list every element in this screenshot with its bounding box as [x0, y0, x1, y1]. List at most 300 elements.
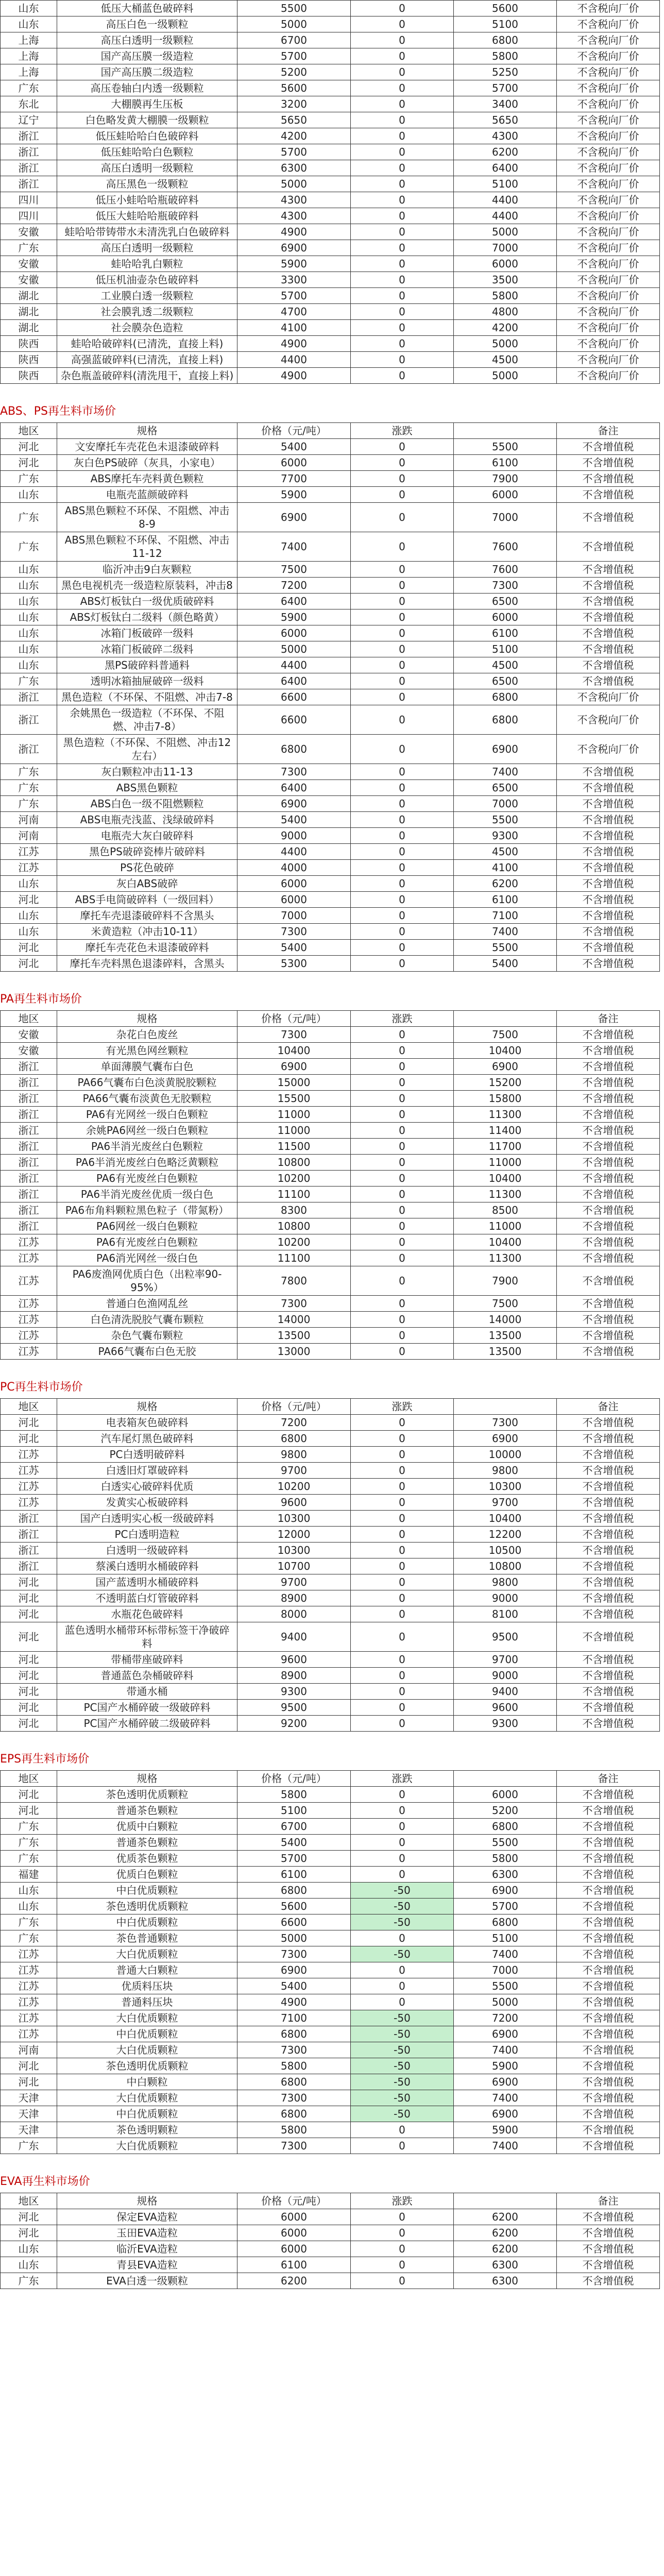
change-cell: 0: [351, 594, 454, 609]
price-low-cell: 12000: [237, 1527, 351, 1543]
region-cell: 浙江: [1, 705, 57, 735]
price-low-cell: 6000: [237, 455, 351, 471]
price-low-cell: 4400: [237, 844, 351, 860]
spec-cell: PA6半消光废丝白色略泛黄颗粒: [57, 1155, 237, 1171]
remark-cell: 不含增值税: [557, 2042, 660, 2058]
spec-cell: ABS电瓶壳浅蓝、浅绿破碎料: [57, 812, 237, 828]
price-high-cell: 9800: [454, 1463, 557, 1479]
spec-cell: 普通料压块: [57, 1994, 237, 2010]
spec-cell: 中白优质颗粒: [57, 2026, 237, 2042]
price-high-cell: 11300: [454, 1250, 557, 1266]
price-low-cell: 6700: [237, 32, 351, 48]
price-table-top: [0, 0, 660, 384]
price-high-cell: 6400: [454, 160, 557, 176]
region-cell: 浙江: [1, 160, 57, 176]
spec-cell: 普通茶色颗粒: [57, 1803, 237, 1819]
region-cell: 广东: [1, 764, 57, 780]
price-low-cell: 4900: [237, 1994, 351, 2010]
price-low-cell: 6400: [237, 673, 351, 689]
remark-cell: 不含增值税: [557, 455, 660, 471]
table-row: [1, 2225, 660, 2241]
change-cell: 0: [351, 16, 454, 32]
price-high-cell: 8100: [454, 1606, 557, 1622]
price-high-cell: 6900: [454, 2106, 557, 2122]
region-cell: 广东: [1, 2138, 57, 2154]
change-cell: 0: [351, 940, 454, 956]
price-low-cell: 7300: [237, 2042, 351, 2058]
price-high-cell: 6300: [454, 1867, 557, 1883]
region-cell: 江苏: [1, 2010, 57, 2026]
price-low-cell: 11100: [237, 1250, 351, 1266]
price-high-cell: 7400: [454, 2090, 557, 2106]
remark-cell: 不含税向厂价: [557, 112, 660, 128]
remark-cell: 不含增值税: [557, 2106, 660, 2122]
price-high-cell: 11000: [454, 1218, 557, 1234]
region-cell: 山东: [1, 657, 57, 673]
change-cell: 0: [351, 1059, 454, 1075]
change-cell: 0: [351, 1684, 454, 1700]
table-row: [1, 625, 660, 641]
change-cell: -50: [351, 2058, 454, 2074]
table-row: [1, 1914, 660, 1930]
price-high-cell: 7300: [454, 578, 557, 594]
remark-cell: 不含增值税: [557, 1344, 660, 1360]
remark-cell: 不含税向厂价: [557, 735, 660, 764]
table-row: [1, 1543, 660, 1558]
region-cell: 江苏: [1, 1328, 57, 1344]
change-cell: 0: [351, 487, 454, 503]
change-cell: 0: [351, 1234, 454, 1250]
spec-cell: 灰白色PS破碎（灰具，小家电）: [57, 455, 237, 471]
price-high-cell: 6000: [454, 609, 557, 625]
table-row: [1, 1962, 660, 1978]
remark-cell: 不含增值税: [557, 1043, 660, 1059]
table-row: [1, 812, 660, 828]
change-cell: 0: [351, 224, 454, 240]
table-row: [1, 2106, 660, 2122]
region-cell: 浙江: [1, 1107, 57, 1123]
column-header: 备注: [557, 1771, 660, 1787]
price-low-cell: 11500: [237, 1139, 351, 1155]
table-row: [1, 1250, 660, 1266]
change-cell: 0: [351, 1962, 454, 1978]
remark-cell: 不含增值税: [557, 1803, 660, 1819]
region-cell: 广东: [1, 532, 57, 562]
spec-cell: PA66气囊布白色无胶: [57, 1344, 237, 1360]
region-cell: 山东: [1, 1899, 57, 1914]
table-row: [1, 96, 660, 112]
table-row: [1, 112, 660, 128]
spec-cell: 中白优质颗粒: [57, 1914, 237, 1930]
spec-cell: 白色清洗脱胶气囊布颗粒: [57, 1312, 237, 1328]
price-high-cell: 4400: [454, 192, 557, 208]
price-high-cell: 11700: [454, 1139, 557, 1155]
price-low-cell: 6800: [237, 1431, 351, 1447]
table-row: [1, 368, 660, 384]
region-cell: 江苏: [1, 1447, 57, 1463]
price-high-cell: 11300: [454, 1107, 557, 1123]
table-row: [1, 1075, 660, 1091]
table-row: [1, 940, 660, 956]
price-high-cell: 11400: [454, 1123, 557, 1139]
change-cell: 0: [351, 1107, 454, 1123]
spec-cell: EVA白透一级颗粒: [57, 2273, 237, 2289]
remark-cell: 不含增值税: [557, 1668, 660, 1684]
price-high-cell: 10400: [454, 1043, 557, 1059]
spec-cell: 低压大蛙哈哈瓶破碎料: [57, 208, 237, 224]
remark-cell: 不含增值税: [557, 1946, 660, 1962]
table-row: [1, 2273, 660, 2289]
price-low-cell: 4900: [237, 336, 351, 352]
price-high-cell: 7300: [454, 1415, 557, 1431]
remark-cell: 不含增值税: [557, 1234, 660, 1250]
price-high-cell: 10400: [454, 1511, 557, 1527]
region-cell: 四川: [1, 192, 57, 208]
price-high-cell: 7600: [454, 562, 557, 578]
price-high-cell: 5250: [454, 64, 557, 80]
table-row: [1, 1447, 660, 1463]
price-low-cell: 6200: [237, 2273, 351, 2289]
price-high-cell: 6800: [454, 1914, 557, 1930]
change-cell: 0: [351, 1930, 454, 1946]
spec-cell: PC白透明破碎料: [57, 1447, 237, 1463]
price-low-cell: 5300: [237, 956, 351, 972]
table-row: [1, 2042, 660, 2058]
spec-cell: ABS手电筒破碎料（一级回料）: [57, 892, 237, 908]
region-cell: 河北: [1, 1415, 57, 1431]
change-cell: 0: [351, 352, 454, 368]
region-cell: 安徽: [1, 256, 57, 272]
section-title-abs: ABS、PS再生料市场价: [0, 405, 116, 418]
column-header: 地区: [1, 1771, 57, 1787]
change-cell: 0: [351, 1590, 454, 1606]
table-row: [1, 860, 660, 876]
price-low-cell: 6800: [237, 735, 351, 764]
price-low-cell: 4000: [237, 860, 351, 876]
change-cell: 0: [351, 304, 454, 320]
region-cell: 山东: [1, 2241, 57, 2257]
price-low-cell: 5800: [237, 2058, 351, 2074]
column-header: 地区: [1, 2193, 57, 2209]
change-cell: 0: [351, 2138, 454, 2154]
price-high-cell: 6900: [454, 2074, 557, 2090]
column-header: 涨跌: [351, 1011, 454, 1027]
table-row: [1, 1139, 660, 1155]
change-cell: 0: [351, 828, 454, 844]
change-cell: 0: [351, 208, 454, 224]
region-cell: 天津: [1, 2106, 57, 2122]
price-high-cell: 10400: [454, 1234, 557, 1250]
region-cell: 浙江: [1, 689, 57, 705]
region-cell: 河南: [1, 828, 57, 844]
region-cell: 东北: [1, 96, 57, 112]
price-high-cell: 6800: [454, 32, 557, 48]
price-high-cell: 5500: [454, 940, 557, 956]
change-cell: 0: [351, 1123, 454, 1139]
price-high-cell: 6300: [454, 2273, 557, 2289]
table-row: [1, 1479, 660, 1495]
region-cell: 江苏: [1, 1234, 57, 1250]
region-cell: 河北: [1, 1590, 57, 1606]
spec-cell: 水瓶花色破碎料: [57, 1606, 237, 1622]
region-cell: 浙江: [1, 1075, 57, 1091]
price-low-cell: 10200: [237, 1479, 351, 1495]
spec-cell: PC白透明造粒: [57, 1527, 237, 1543]
region-cell: 福建: [1, 1867, 57, 1883]
spec-cell: 大棚膜再生压板: [57, 96, 237, 112]
remark-cell: 不含税向厂价: [557, 192, 660, 208]
region-cell: 河北: [1, 1787, 57, 1803]
price-low-cell: 6100: [237, 1867, 351, 1883]
spec-cell: 黑色PS破碎瓷棒片破碎料: [57, 844, 237, 860]
remark-cell: 不含增值税: [557, 1867, 660, 1883]
spec-cell: 临沂冲击9白灰颗粒: [57, 562, 237, 578]
change-cell: 0: [351, 240, 454, 256]
price-low-cell: 6900: [237, 1059, 351, 1075]
price-low-cell: 9700: [237, 1463, 351, 1479]
price-low-cell: 6400: [237, 594, 351, 609]
remark-cell: 不含税向厂价: [557, 368, 660, 384]
change-cell: 0: [351, 1787, 454, 1803]
price-low-cell: 10400: [237, 1043, 351, 1059]
price-high-cell: 14000: [454, 1312, 557, 1328]
price-high-cell: 4100: [454, 860, 557, 876]
remark-cell: 不含增值税: [557, 609, 660, 625]
remark-cell: 不含增值税: [557, 844, 660, 860]
section-title-pc: PC再生料市场价: [0, 1381, 83, 1394]
change-cell: 0: [351, 1606, 454, 1622]
remark-cell: 不含增值税: [557, 2225, 660, 2241]
remark-cell: 不含税向厂价: [557, 689, 660, 705]
price-table-abs: [0, 422, 660, 972]
price-high-cell: 7200: [454, 2010, 557, 2026]
remark-cell: 不含增值税: [557, 1527, 660, 1543]
price-table-eps: [0, 1770, 660, 2154]
remark-cell: 不含增值税: [557, 1415, 660, 1431]
table-row: [1, 1606, 660, 1622]
price-low-cell: 11100: [237, 1187, 351, 1202]
spec-cell: PA6半消光废丝白色颗粒: [57, 1139, 237, 1155]
change-cell: -50: [351, 1899, 454, 1914]
price-high-cell: 10400: [454, 1171, 557, 1187]
spec-cell: 不透明蓝白灯管破碎料: [57, 1590, 237, 1606]
price-low-cell: 5400: [237, 812, 351, 828]
remark-cell: 不含增值税: [557, 1590, 660, 1606]
price-high-cell: 6200: [454, 144, 557, 160]
spec-cell: 蛙哈哈破碎料(已清洗，直接上料): [57, 336, 237, 352]
table-row: [1, 1867, 660, 1883]
table-row: [1, 1344, 660, 1360]
spec-cell: PS花色破碎: [57, 860, 237, 876]
region-cell: 广东: [1, 2273, 57, 2289]
price-low-cell: 5100: [237, 1803, 351, 1819]
change-cell: 0: [351, 1296, 454, 1312]
change-cell: 0: [351, 705, 454, 735]
region-cell: 天津: [1, 2122, 57, 2138]
price-low-cell: 6900: [237, 796, 351, 812]
remark-cell: 不含增值税: [557, 780, 660, 796]
remark-cell: 不含增值税: [557, 876, 660, 892]
column-header: 规格: [57, 1771, 237, 1787]
remark-cell: 不含增值税: [557, 1171, 660, 1187]
table-row: [1, 1234, 660, 1250]
region-cell: 河北: [1, 1606, 57, 1622]
spec-cell: PA6布角料颗粒黑色粒子（带氮粉）: [57, 1202, 237, 1218]
price-low-cell: 6900: [237, 503, 351, 532]
region-cell: 广东: [1, 673, 57, 689]
remark-cell: 不含增值税: [557, 2074, 660, 2090]
spec-cell: 优质中白颗粒: [57, 1819, 237, 1835]
region-cell: 安徽: [1, 1043, 57, 1059]
spec-cell: ABS白色一级不阻燃颗粒: [57, 796, 237, 812]
spec-cell: 黑色造粒（不环保、不阻燃、冲击7-8: [57, 689, 237, 705]
spec-cell: 文安摩托车壳花色未退漆破碎料: [57, 439, 237, 455]
price-high-cell: 9300: [454, 1716, 557, 1732]
spec-cell: 高压白色一级颗粒: [57, 16, 237, 32]
table-row: [1, 844, 660, 860]
change-cell: 0: [351, 439, 454, 455]
price-high-cell: 3400: [454, 96, 557, 112]
column-header: 规格: [57, 1399, 237, 1415]
price-high-cell: 10300: [454, 1479, 557, 1495]
spec-cell: ABS黑色颗粒: [57, 780, 237, 796]
price-low-cell: 6600: [237, 705, 351, 735]
remark-cell: 不含税向厂价: [557, 128, 660, 144]
spec-cell: 高压白透明一级颗粒: [57, 32, 237, 48]
remark-cell: 不含税向厂价: [557, 705, 660, 735]
table-row: [1, 80, 660, 96]
column-header: [454, 423, 557, 439]
spec-cell: 低压蛙哈哈白色破碎料: [57, 128, 237, 144]
change-cell: 0: [351, 812, 454, 828]
change-cell: 0: [351, 689, 454, 705]
region-cell: 山东: [1, 487, 57, 503]
spec-cell: 电表箱灰色破碎料: [57, 1415, 237, 1431]
column-header: 价格（元/吨）: [237, 1771, 351, 1787]
remark-cell: 不含增值税: [557, 641, 660, 657]
section-eva: [0, 2154, 664, 2289]
spec-cell: 茶色透明颗粒: [57, 2122, 237, 2138]
region-cell: 河北: [1, 1574, 57, 1590]
change-cell: 0: [351, 1851, 454, 1867]
price-high-cell: 6100: [454, 892, 557, 908]
table-row: [1, 1590, 660, 1606]
remark-cell: 不含税向厂价: [557, 272, 660, 288]
remark-cell: 不含增值税: [557, 1606, 660, 1622]
spec-cell: 国产高压膜一级造粒: [57, 48, 237, 64]
column-header: 地区: [1, 423, 57, 439]
spec-cell: 大白优质颗粒: [57, 1946, 237, 1962]
table-row: [1, 16, 660, 32]
table-row: [1, 2074, 660, 2090]
column-header: 备注: [557, 2193, 660, 2209]
region-cell: 山东: [1, 924, 57, 940]
spec-cell: PA6废渔网优质白色（出粒率90-95%）: [57, 1266, 237, 1296]
table-row: [1, 1883, 660, 1899]
table-row: [1, 609, 660, 625]
table-row: [1, 1835, 660, 1851]
price-high-cell: 6000: [454, 256, 557, 272]
remark-cell: 不含税向厂价: [557, 80, 660, 96]
spec-cell: 单面薄膜气囊布白色: [57, 1059, 237, 1075]
region-cell: 四川: [1, 208, 57, 224]
spec-cell: 普通大白颗粒: [57, 1962, 237, 1978]
spec-cell: 高压白透明一级颗粒: [57, 160, 237, 176]
column-header: [454, 1399, 557, 1415]
column-header: 备注: [557, 1399, 660, 1415]
region-cell: 安徽: [1, 224, 57, 240]
table-row: [1, 1511, 660, 1527]
region-cell: 广东: [1, 796, 57, 812]
remark-cell: 不含增值税: [557, 956, 660, 972]
table-row: [1, 705, 660, 735]
spec-cell: ABS灯板钛白二级料（颜色略黄）: [57, 609, 237, 625]
table-row: [1, 304, 660, 320]
table-row: [1, 689, 660, 705]
price-low-cell: 4200: [237, 128, 351, 144]
region-cell: 河北: [1, 1700, 57, 1716]
price-high-cell: 5700: [454, 80, 557, 96]
column-header: 规格: [57, 1011, 237, 1027]
remark-cell: 不含增值税: [557, 503, 660, 532]
spec-cell: 国产高压膜二级造粒: [57, 64, 237, 80]
price-low-cell: 6800: [237, 1883, 351, 1899]
price-low-cell: 6000: [237, 2225, 351, 2241]
price-low-cell: 13000: [237, 1344, 351, 1360]
price-low-cell: 5700: [237, 144, 351, 160]
price-high-cell: 5100: [454, 176, 557, 192]
spec-cell: 摩托车壳料黑色退漆碎料，含黑头: [57, 956, 237, 972]
change-cell: 0: [351, 1558, 454, 1574]
price-high-cell: 7400: [454, 1946, 557, 1962]
price-high-cell: 13500: [454, 1344, 557, 1360]
remark-cell: 不含增值税: [557, 1511, 660, 1527]
price-low-cell: 5500: [237, 1, 351, 16]
table-row: [1, 272, 660, 288]
spec-cell: 高压黑色一级颗粒: [57, 176, 237, 192]
region-cell: 浙江: [1, 1218, 57, 1234]
spec-cell: 国产白透明实心板一级破碎料: [57, 1511, 237, 1527]
price-high-cell: 6200: [454, 2225, 557, 2241]
spec-cell: 社会膜乳透二级颗粒: [57, 304, 237, 320]
spec-cell: 国产蓝透明水桶破碎料: [57, 1574, 237, 1590]
remark-cell: 不含增值税: [557, 1266, 660, 1296]
remark-cell: 不含增值税: [557, 764, 660, 780]
column-header: 备注: [557, 423, 660, 439]
spec-cell: PC国产水桶碎破二级破碎料: [57, 1716, 237, 1732]
table-row: [1, 2026, 660, 2042]
price-high-cell: 6300: [454, 2257, 557, 2273]
price-low-cell: 5800: [237, 2122, 351, 2138]
region-cell: 广东: [1, 503, 57, 532]
change-cell: 0: [351, 876, 454, 892]
spec-cell: PA6有光废丝白色颗粒: [57, 1171, 237, 1187]
column-header: 价格（元/吨）: [237, 423, 351, 439]
price-high-cell: 6100: [454, 625, 557, 641]
change-cell: 0: [351, 1171, 454, 1187]
remark-cell: 不含增值税: [557, 940, 660, 956]
price-high-cell: 4300: [454, 128, 557, 144]
price-low-cell: 4300: [237, 192, 351, 208]
price-high-cell: 6800: [454, 1819, 557, 1835]
price-low-cell: 8000: [237, 1606, 351, 1622]
change-cell: 0: [351, 144, 454, 160]
price-low-cell: 5400: [237, 1978, 351, 1994]
remark-cell: 不含税向厂价: [557, 16, 660, 32]
region-cell: 上海: [1, 64, 57, 80]
spec-cell: 低压机油壶杂色破碎料: [57, 272, 237, 288]
spec-cell: 茶色透明优质颗粒: [57, 1899, 237, 1914]
